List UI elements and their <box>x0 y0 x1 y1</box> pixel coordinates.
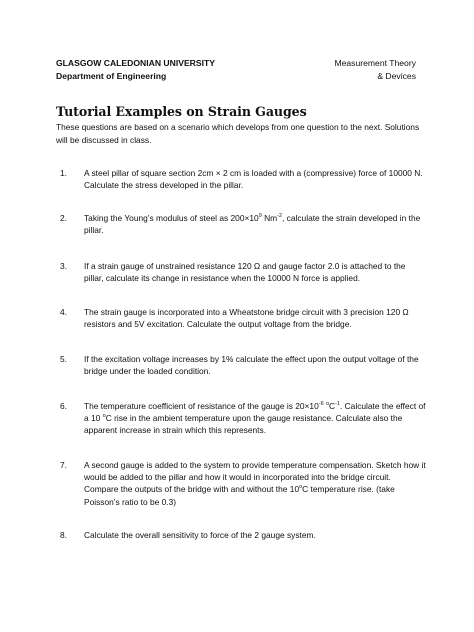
question-3 <box>60 260 426 284</box>
question-number: 1. <box>60 168 67 178</box>
question-7 <box>60 459 426 508</box>
question-2 <box>60 212 426 236</box>
course-title-line1: Measurement Theory <box>334 58 416 68</box>
intro-paragraph: These questions are based on a scenario which develops from one question to the next. Solutions will be discussed in class. <box>56 122 420 145</box>
question-text: Taking the Young’s modulus of steel as $200\times 10^9$ $Nm^{-2}$, calculate the strain developed in the pillar. <box>84 213 421 236</box>
question-text: Calculate the overall sensitivity to force of the 2 gauge system. <box>84 530 316 540</box>
question-number: 5. <box>60 354 67 364</box>
question-number: 3. <box>60 261 67 271</box>
question-text: A steel pillar of square section 2cm × 2 cm is loaded with a (compressive) force of 10000 N. Calculate the stress developed in the pillar. <box>84 168 423 191</box>
header-institution <box>56 57 215 83</box>
question-text: If the excitation voltage increases by 1% calculate the effect upon the output voltage of the bridge under the loaded condition. <box>84 354 419 377</box>
question-1 <box>60 167 426 191</box>
question-number: 8. <box>60 530 67 540</box>
question-number: 4. <box>60 307 67 317</box>
question-number: 7. <box>60 460 67 470</box>
question-6 <box>60 400 426 437</box>
header-course <box>334 57 416 83</box>
question-text: If a strain gauge of unstrained resistance 120 Ω and gauge factor 2.0 is attached to the pillar, calculate its change in resistance when the 10000 N force is applied. <box>84 261 406 284</box>
question-text: The strain gauge is incorporated into a Wheatstone bridge circuit with 3 precision 120 Ω resistors and 5V excitation. Calculate the output voltage from the bridge. <box>84 307 409 330</box>
course-title-line2: & Devices <box>377 71 416 81</box>
question-8 <box>60 529 426 541</box>
question-text: The temperature coefficient of resistance of the gauge is $20\times 10^{-6}$ $^oC^{-1}$. Calculate the effect of a 10 $^o$C rise in the ambient temperature upon the gauge resistance. Calculate also the apparent increase in strain which this represents. <box>84 401 426 436</box>
question-text: A second gauge is added to the system to provide temperature compensation. Sketch how it would be added to the pillar and how it would in incorporated into the bridge circuit. Compare the outputs of the bridge with and without the 10$^o$C temperature rise. (take Poisson’s ratio to be 0.3) <box>84 460 426 507</box>
question-5 <box>60 353 426 377</box>
question-number: 6. <box>60 401 67 411</box>
question-4 <box>60 306 426 330</box>
department-name: Department of Engineering <box>56 71 167 81</box>
university-name: GLASGOW CALEDONIAN UNIVERSITY <box>56 58 215 68</box>
question-number: 2. <box>60 213 67 223</box>
page-title: Tutorial Examples on Strain Gauges <box>56 104 307 119</box>
